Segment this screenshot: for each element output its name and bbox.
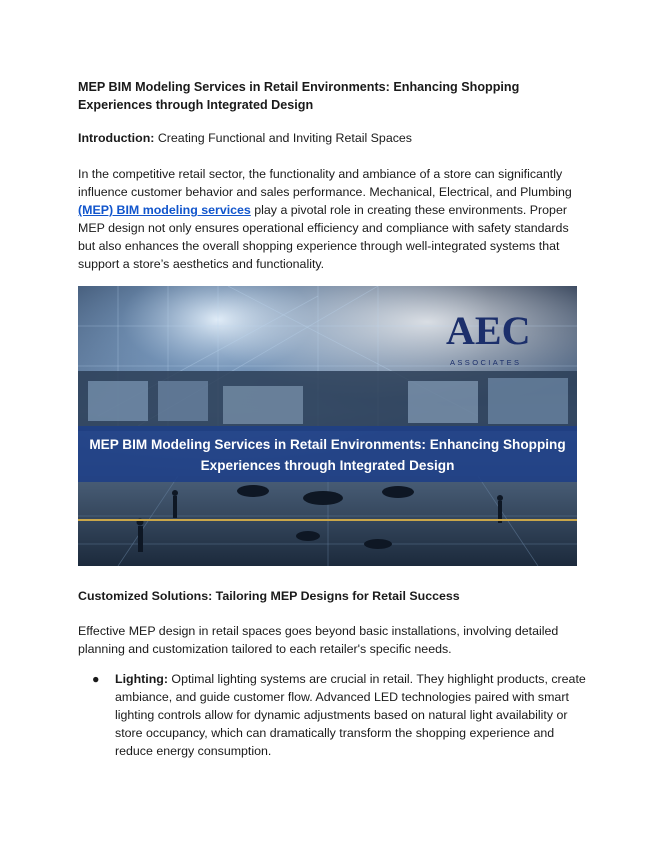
gold-accent-line <box>78 519 577 521</box>
banner-image <box>78 286 577 566</box>
intro-text: Creating Functional and Inviting Retail Spaces <box>154 131 412 145</box>
section-paragraph: Effective MEP design in retail spaces goes beyond basic installations, involving detailed planning and customization tailored to each retailer's specific needs. <box>78 624 559 656</box>
section-heading: Customized Solutions: Tailoring MEP Designs for Retail Success <box>78 589 460 603</box>
intro-paragraph <box>78 165 583 273</box>
document-title: MEP BIM Modeling Services in Retail Environments: Enhancing Shopping Experiences through Integrated Design <box>78 80 520 112</box>
banner-headline-line1: MEP BIM Modeling Services in Retail Environments: Enhancing Shopping <box>89 437 566 452</box>
bullet-label: Lighting: <box>115 672 168 686</box>
para1-after: play a pivotal role in creating these environments. Proper MEP design not only ensures operational efficiency and compliance with safety standards but also enhances the overall shopping experience through well-integrated systems that support a store’s aesthetics and functionality. <box>78 203 569 271</box>
intro-label: Introduction: <box>78 131 155 145</box>
logo-subtext: ASSOCIATES <box>450 358 522 367</box>
aec-logo <box>446 308 530 367</box>
intro-line <box>78 130 578 146</box>
banner-headline-line2: Experiences through Integrated Design <box>200 458 455 473</box>
logo-text: AEC <box>446 308 531 353</box>
para1-before: In the competitive retail sector, the functionality and ambiance of a store can significantly influence customer behavior and sales performance. Mechanical, Electrical, and Plumbing <box>78 167 572 199</box>
list-item-text <box>115 670 587 760</box>
store-building <box>78 371 577 431</box>
mep-bim-services-link[interactable]: (MEP) BIM modeling services <box>78 203 251 217</box>
bullet-text: Optimal lighting systems are crucial in retail. They highlight products, create ambiance, and guide customer flow. Advanced LED technologies paired with smart lighting controls allow for dynamic adjustments based on natural light availability or store occupancy, which can dramatically transform the shopping experience and reduce energy consumption. <box>115 672 586 758</box>
banner-headline-band <box>78 426 577 482</box>
bullet-icon: ● <box>92 672 100 686</box>
